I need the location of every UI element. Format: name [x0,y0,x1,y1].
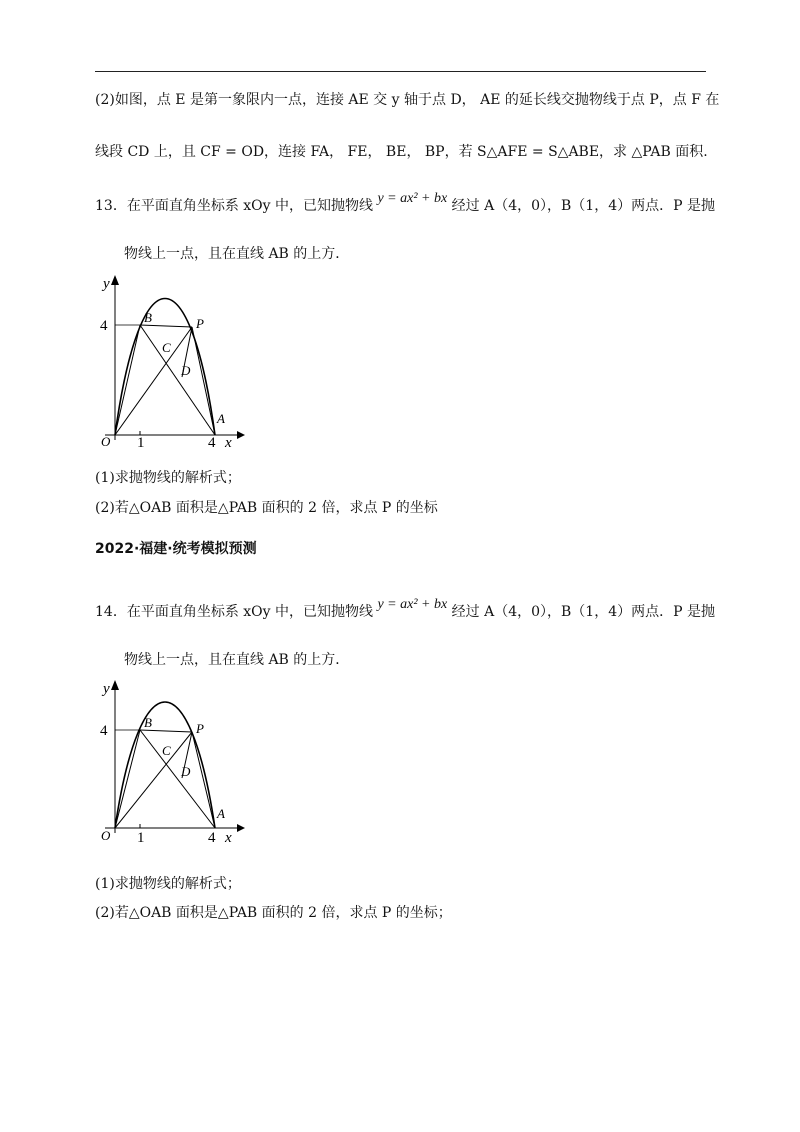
q14-sub2: (2)若△OAB 面积是△PAB 面积的 2 倍，求点 P 的坐标； [95,905,452,921]
tick-x1-label: 1 [137,435,145,450]
x-axis-arrow-icon [237,431,245,439]
segment-OP [115,732,192,828]
q13-sub1: (1)求抛物线的解析式； [95,470,241,486]
point-A-label: A [217,806,225,821]
axis-x-label: x [225,435,232,450]
axis-y-label: y [103,681,110,697]
point-A-label: A [217,411,225,426]
q13-line1: 13．在平面直角坐标系 xOy 中，已知抛物线 y = ax² + bx 经过 A（4，0），B（1，4）两点．P 是抛 [95,191,715,214]
origin-label: O [101,434,111,449]
tick-x1-label: 1 [137,830,145,846]
q12-part2-line1: (2)如图，点 E 是第一象限内一点，连接 AE 交 y 轴于点 D， AE 的延长线交抛物线于点 P，点 F 在 [95,92,720,108]
section-title: 2022·福建·统考模拟预测 [95,541,257,557]
point-P-label: P [196,721,204,736]
point-C-label: C [162,743,171,758]
y-axis-arrow-icon [111,680,119,690]
q13-line2: 物线上一点，且在直线 AB 的上方． [124,246,350,262]
axis-x-label: x [225,830,232,846]
segment-OB [115,730,140,828]
tick-x4-label: 4 [208,830,216,846]
point-B-label: B [144,310,152,325]
y-axis-arrow-icon [111,275,119,285]
q14-line1: 14．在平面直角坐标系 xOy 中，已知抛物线 y = ax² + bx 经过 A（4，0），B（1，4）两点．P 是抛 [95,597,715,620]
axis-y-label: y [103,276,110,292]
segment-OP [115,327,192,435]
header-rule [95,71,706,72]
segment-BP [140,325,192,327]
q14-line2: 物线上一点，且在直线 AB 的上方． [124,652,350,668]
x-axis-arrow-icon [237,824,245,832]
q13-sub2: (2)若△OAB 面积是△PAB 面积的 2 倍，求点 P 的坐标 [95,500,438,516]
q13-equation: y = ax² + bx [377,191,448,206]
point-D-label: D [181,363,191,378]
point-B-label: B [144,715,152,730]
tick-y4-label: 4 [100,723,108,739]
point-C-label: C [162,340,171,355]
point-P-label: P [196,316,204,331]
q12-part2-line2: 线段 CD 上，且 CF = OD，连接 FA， FE， BE， BP，若 S△AFE = S△ABE，求 △PAB 面积. [95,144,708,160]
point-D-label: D [181,764,191,779]
tick-x4-label: 4 [208,435,216,450]
segment-OB [115,325,140,435]
origin-label: O [101,828,111,843]
q14-figure [95,670,265,855]
segment-BP [140,730,192,732]
q14-sub1: (1)求抛物线的解析式； [95,876,241,892]
tick-y4-label: 4 [100,318,108,334]
q13-figure [95,265,265,450]
q14-equation: y = ax² + bx [377,597,448,612]
